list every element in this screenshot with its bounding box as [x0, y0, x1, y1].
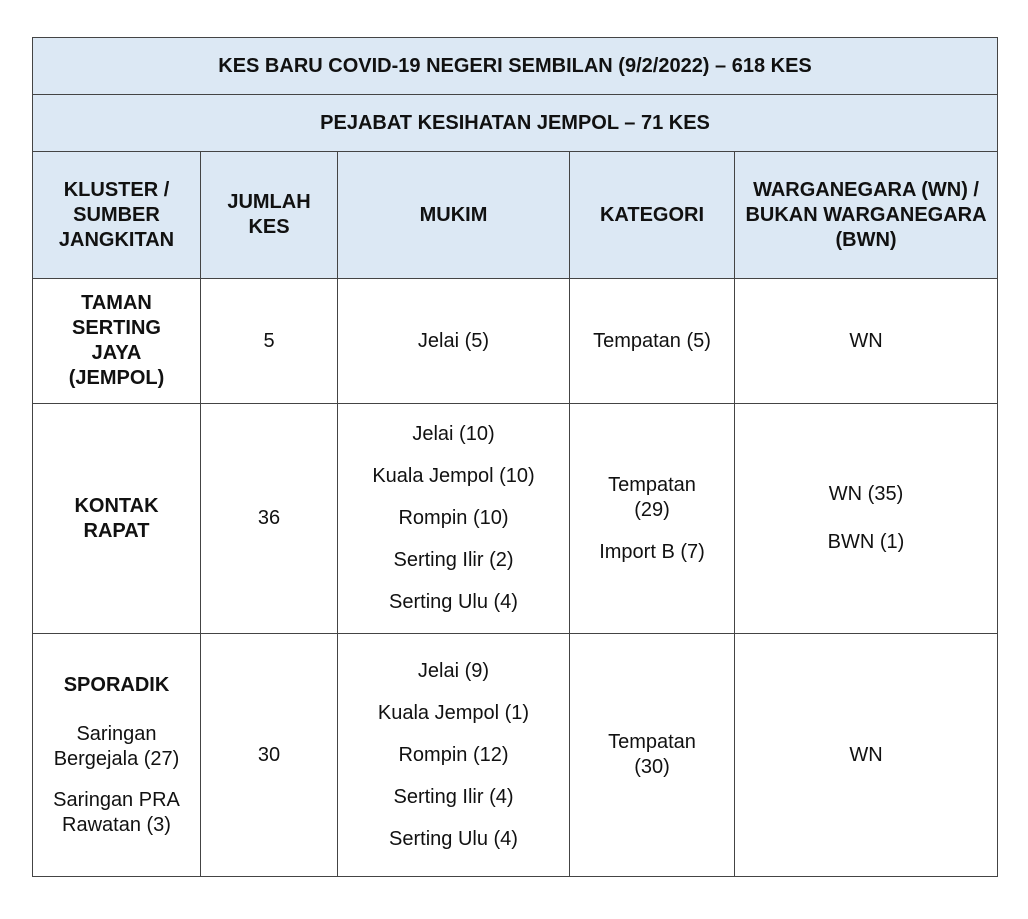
- table-title: KES BARU COVID-19 NEGERI SEMBILAN (9/2/2022) – 618 KES: [33, 38, 998, 95]
- header-citizenship: WARGANEGARA (WN) / BUKAN WARGANEGARA (BWN): [735, 152, 998, 279]
- mukim-item: Kuala Jempol (1): [377, 701, 530, 724]
- header-mukim: MUKIM: [338, 152, 570, 279]
- category-item: Import B (7): [599, 540, 705, 563]
- cases-cell: 30: [201, 634, 338, 877]
- table-subtitle: PEJABAT KESIHATAN JEMPOL – 71 KES: [33, 95, 998, 152]
- mukim-item: Rompin (12): [398, 743, 509, 766]
- category-cell: Tempatan (5): [570, 279, 735, 404]
- mukim-item: Serting Ulu (4): [389, 591, 518, 613]
- cluster-cell: KONTAK RAPAT: [33, 404, 201, 634]
- table-row: [33, 404, 998, 634]
- mukim-item: Jelai (10): [412, 423, 495, 445]
- mukim-cell: [338, 634, 570, 877]
- subtitle-row: [33, 95, 998, 152]
- cases-cell: 36: [201, 404, 338, 634]
- mukim-item: Serting Ilir (2): [393, 549, 514, 571]
- citizenship-item: WN (35): [828, 483, 904, 505]
- citizenship-cell: WN: [735, 634, 998, 877]
- citizenship-item: BWN (1): [827, 531, 905, 553]
- title-row: [33, 38, 998, 95]
- mukim-cell: [338, 404, 570, 634]
- mukim-cell: Jelai (5): [338, 279, 570, 404]
- mukim-item: Kuala Jempol (10): [372, 465, 535, 487]
- cases-cell: 5: [201, 279, 338, 404]
- mukim-item: Serting Ilir (4): [393, 785, 514, 808]
- category-cell: Tempatan (30): [570, 634, 735, 877]
- table-row: [33, 634, 998, 877]
- citizenship-cell: WN: [735, 279, 998, 404]
- cluster-detail: Saringan PRA Rawatan (3): [53, 788, 180, 836]
- header-category: KATEGORI: [570, 152, 735, 279]
- category-item: Tempatan (29): [608, 473, 696, 521]
- header-row: [33, 152, 998, 279]
- header-cases: JUMLAH KES: [201, 152, 338, 279]
- cluster-title: SPORADIK: [63, 673, 170, 696]
- header-cluster: KLUSTER / SUMBER JANGKITAN: [33, 152, 201, 279]
- mukim-item: Rompin (10): [398, 507, 509, 529]
- covid-cases-table: [32, 37, 998, 877]
- citizenship-cell: [735, 404, 998, 634]
- category-cell: [570, 404, 735, 634]
- mukim-item: Jelai (9): [417, 659, 490, 682]
- cluster-detail: Saringan Bergejala (27): [53, 722, 180, 770]
- cluster-cell: TAMAN SERTING JAYA (JEMPOL): [33, 279, 201, 404]
- covid-cases-table-container: [32, 37, 997, 877]
- table-row: [33, 279, 998, 404]
- cluster-cell: [33, 634, 201, 877]
- mukim-item: Serting Ulu (4): [389, 827, 518, 850]
